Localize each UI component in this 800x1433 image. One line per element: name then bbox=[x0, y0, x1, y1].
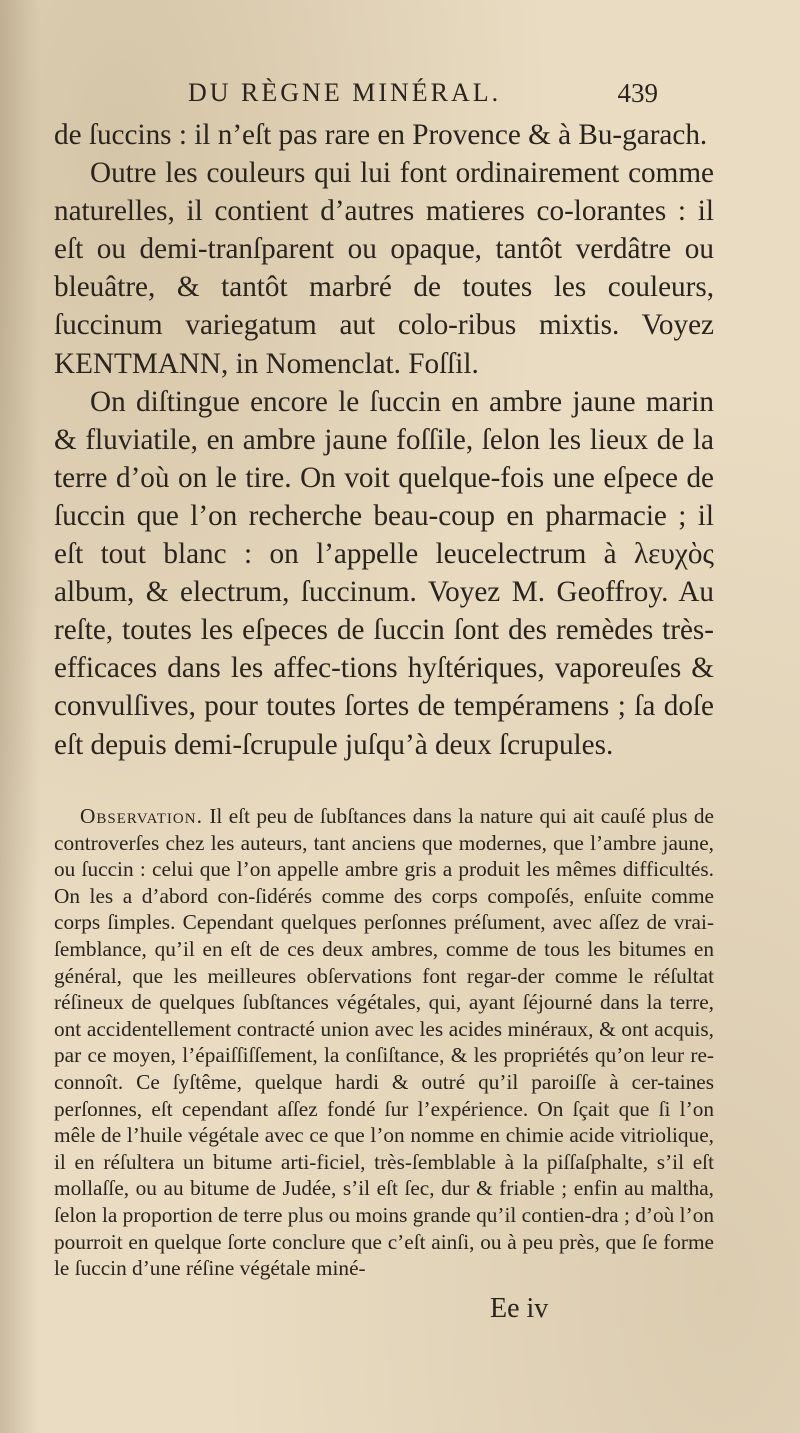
page-number: 439 bbox=[617, 78, 658, 108]
page-header bbox=[188, 78, 658, 118]
paragraph-3: On diſtingue encore le ſuccin en ambre jaune marin & fluviatile, en ambre jaune foſſile, ſelon les lieux de la terre d’où on le tire. On voit quelque-fois une eſpece de ſuccin que l’on recherche beau-coup en pharmacie ; il eſt tout blanc : on l’appelle leucelectrum à λευχὸς album, & electrum, ſuccinum. Voyez M. Geoffroy. Au reſte, toutes les eſpeces de ſuccin ſont des remèdes très-efficaces dans les affec-tions hyſtériques, vaporeuſes & convulſives, pour toutes ſortes de tempéramens ; ſa doſe eſt depuis demi-ſcrupule juſqu’à deux ſcrupules. bbox=[54, 385, 714, 761]
running-title: DU RÈGNE MINÉRAL. bbox=[188, 78, 502, 107]
signature-mark: Ee iv bbox=[490, 1293, 549, 1324]
observation-text: Il eſt peu de ſubſtances dans la nature qui ait cauſé plus de controverſes chez les auteurs, tant anciens que modernes, que l’ambre jaune, ou ſuccin : celui que l’on appelle ambre gris a produit les mêmes difficultés. On les a d’abord con-ſidérés comme des corps compoſés, enſuite comme corps ſimples. Cependant quelques perſonnes préſument, avec aſſez de vrai-ſemblance, qu’il en eſt de ces deux ambres, comme de tous les bitumes en général, que les meilleures obſervations font regar-der comme le réſultat réſineux de quelques ſubſtances végétales, qui, ayant ſéjourné dans la terre, ont accidentellement contracté union avec les acides minéraux, & ont acquis, par ce moyen, l’épaiſſiſſement, la conſiſtance, & les propriétés qu’on leur re-connoît. Ce ſyſtême, quelque hardi & outré qu’il paroiſſe à cer-taines perſonnes, eſt cependant aſſez fondé ſur l’expérience. On ſçait que ſi l’on mêle de l’huile végétale avec ce que l’on nomme en chimie acide vitriolique, il en réſultera un bitume arti-ficiel, très-ſemblable à la piſſaſphalte, s’il eſt mollaſſe, ou au bitume de Judée, s’il eſt ſec, dur & friable ; enfin au maltha, ſelon la proportion de terre plus ou moins grande qu’il contien-dra ; d’où l’on pourroit en quelque ſorte conclure que c’eſt ainſi, ou à peu près, que ſe forme le ſuccin d’une réſine végétale miné- bbox=[54, 804, 714, 1281]
paragraph-1: de ſuccins : il n’eſt pas rare en Provence & à Bu-garach. bbox=[54, 119, 708, 151]
observation-label: Observation. bbox=[80, 804, 203, 828]
paragraph-2: Outre les couleurs qui lui font ordinairement comme naturelles, il contient d’autres matieres co-lorantes : il eſt ou demi-tranſparent ou opaque, tantôt verdâtre ou bleuâtre, & tantôt marbré de toutes les couleurs, ſuccinum variegatum aut colo-ribus mixtis. Voyez KENTMANN, in Nomenclat. Foſſil. bbox=[54, 157, 714, 380]
observation-note bbox=[54, 803, 714, 1282]
main-text bbox=[54, 116, 714, 764]
